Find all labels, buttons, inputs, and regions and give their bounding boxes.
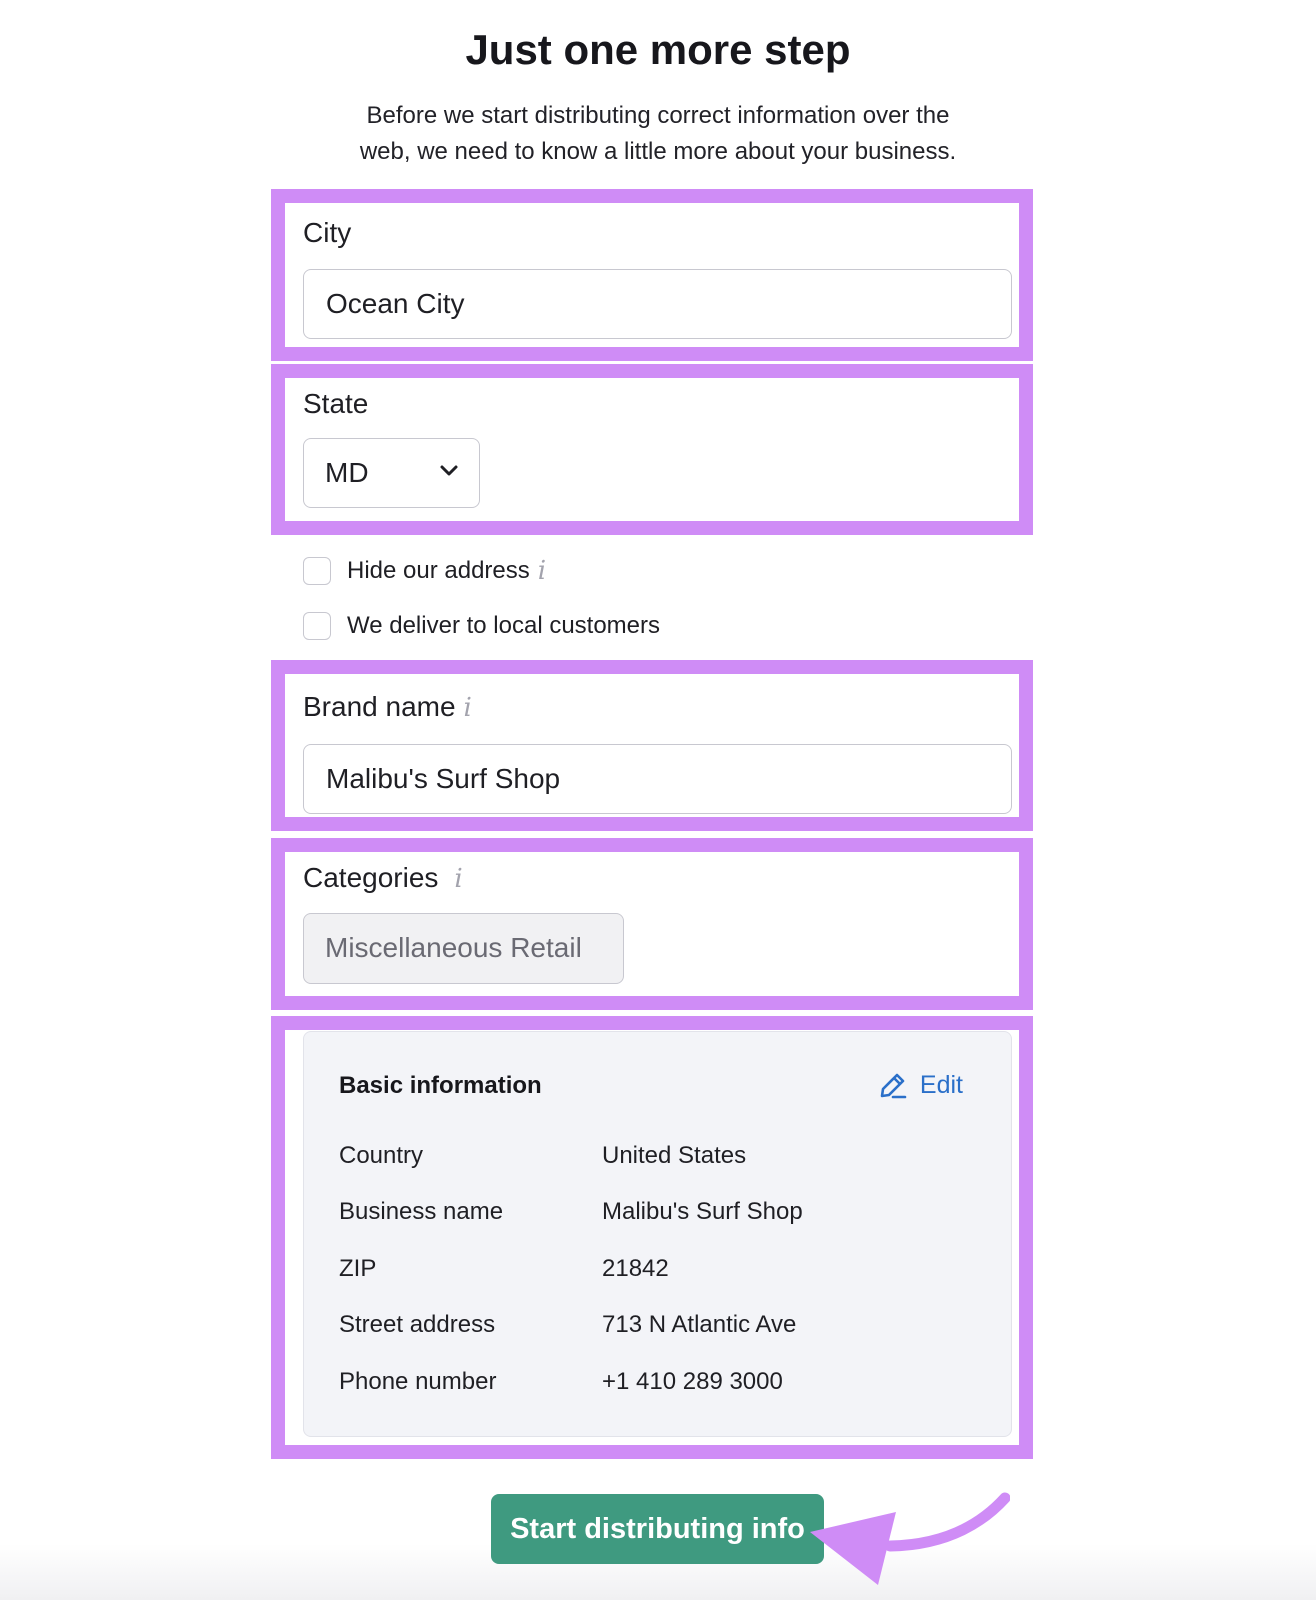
info-value: 21842 — [602, 1255, 669, 1282]
arrow-annotation-icon — [810, 1490, 1010, 1590]
info-icon[interactable]: i — [454, 864, 463, 894]
info-value: +1 410 289 3000 — [602, 1368, 783, 1395]
hide-address-checkbox[interactable] — [303, 557, 331, 585]
info-key: Country — [339, 1142, 424, 1169]
brand-label — [303, 691, 472, 723]
categories-label — [303, 862, 463, 894]
info-key: ZIP — [339, 1255, 377, 1282]
pencil-icon — [878, 1070, 908, 1100]
info-key: Phone number — [339, 1368, 497, 1395]
deliver-local-row[interactable] — [303, 611, 660, 641]
info-icon[interactable]: i — [537, 556, 547, 586]
brand-label-text: Brand name — [303, 691, 456, 722]
state-label: State — [303, 388, 369, 419]
info-key: Business name — [339, 1198, 504, 1225]
hide-address-label: Hide our address — [347, 557, 530, 584]
city-label: City — [303, 217, 352, 248]
basic-info-title: Basic information — [339, 1072, 542, 1099]
edit-button[interactable] — [878, 1070, 963, 1100]
subtitle-line-1: Before we start distributing correct information over the — [366, 102, 950, 129]
page-title: Just one more step — [465, 26, 851, 73]
state-select[interactable] — [303, 438, 480, 508]
basic-info-card — [303, 1031, 1012, 1437]
deliver-local-checkbox[interactable] — [303, 612, 331, 640]
info-value: Malibu's Surf Shop — [602, 1198, 803, 1225]
city-input[interactable]: Ocean City — [303, 269, 1012, 339]
subtitle-line-2: web, we need to know a little more about your business. — [359, 138, 957, 165]
hide-address-row[interactable] — [303, 556, 546, 586]
page-subtitle — [0, 98, 1316, 170]
brand-name-input[interactable]: Malibu's Surf Shop — [303, 744, 1012, 814]
start-distributing-button[interactable]: Start distributing info — [491, 1494, 824, 1564]
deliver-local-label: We deliver to local customers — [347, 612, 661, 639]
info-value: 713 N Atlantic Ave — [602, 1311, 797, 1338]
info-key: Street address — [339, 1311, 496, 1338]
edit-label: Edit — [919, 1070, 963, 1099]
state-select-value: MD — [325, 457, 369, 488]
info-icon[interactable]: i — [463, 693, 472, 723]
info-value: United States — [602, 1142, 747, 1169]
chevron-down-icon — [439, 464, 459, 478]
categories-label-text: Categories — [303, 862, 439, 893]
category-chip[interactable]: Miscellaneous Retail — [303, 913, 624, 984]
